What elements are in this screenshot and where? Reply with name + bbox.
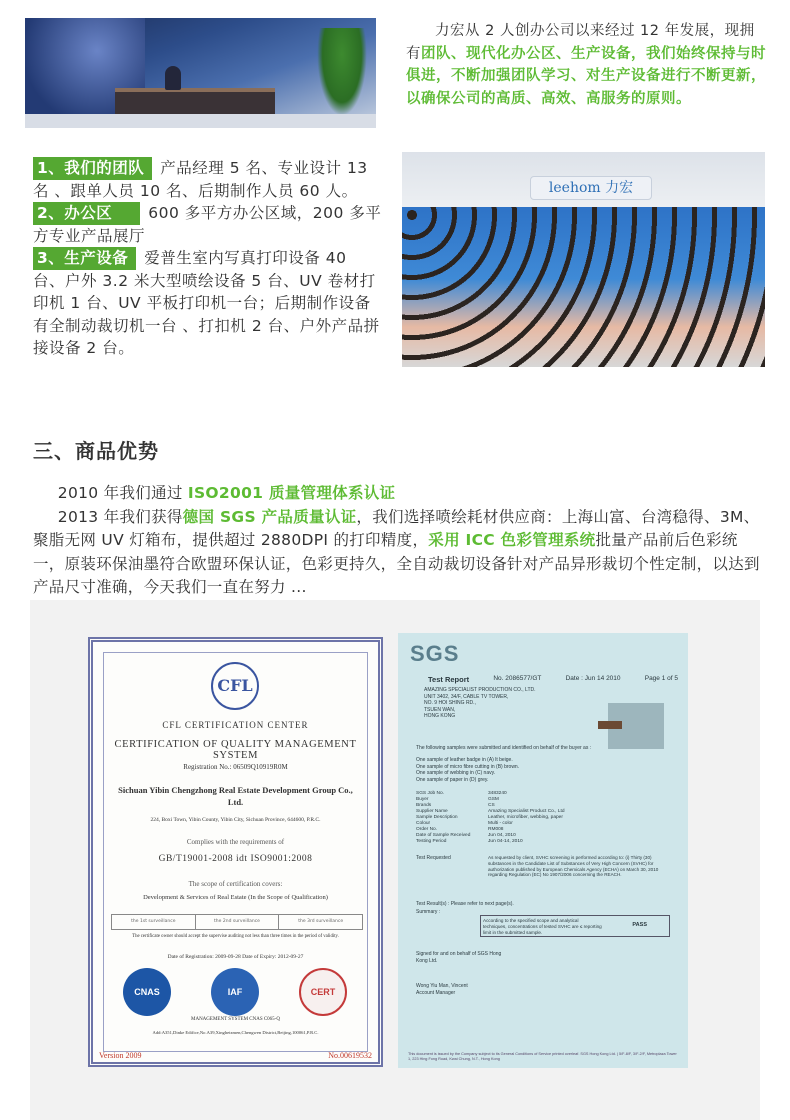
team-info	[33, 157, 383, 360]
report-no: No. 2086577/GT	[493, 675, 542, 682]
cert-address: 224, Boxi Town, Yibin County, Yibin City, Sichuan Province, 644600, P.R.C.	[150, 817, 321, 823]
cert-complies: Complies with the requirements of	[186, 838, 285, 846]
cert-serial: No.00619532	[328, 1051, 372, 1060]
report-header	[428, 675, 678, 684]
company-wall-logo: leehom 力宏	[530, 176, 652, 200]
equipment-tag: 3、生产设备	[33, 247, 136, 270]
office-floor	[25, 114, 376, 128]
advantages-text	[33, 482, 768, 600]
test-requested: As requested by client, SVHC screening is performed according to: (i) Thirty (30) substances in the Candidate List of Substances of Very High Concern (SVHC) for authorization published by European Chemicals Agency (ECHA) on March 30, 2010 regarding Regulation (EC) No 1907/2006 concerning the REACH.	[488, 855, 659, 878]
cert-accred-address: Add:A351,Dinke Edifice,No.A39,Xinghetzmen,Chengwen District,Beijing,100061,P.R.C.	[152, 1030, 319, 1035]
cert-version: Version 2009	[99, 1051, 142, 1060]
iso-highlight: ISO2001 质量管理体系认证	[187, 484, 396, 502]
surveillance-table	[111, 914, 363, 930]
team-tag: 1、我们的团队	[33, 157, 152, 180]
surveillance-1: the 1st surveillance	[112, 915, 196, 929]
signer-title: Account Manager	[416, 989, 456, 996]
intro-highlight: 团队、现代化办公区、生产设备，我们始终保持与时俱进，不断加强团队学习、对生产设备进行不断更新，以确保公司的高质、高效、高服务的原则。	[406, 45, 766, 107]
cert-standard: GB/T19001-2008 idt ISO9001:2008	[158, 854, 313, 864]
report-title: Test Report	[428, 675, 470, 684]
office-text: 600 多平方办公区域，200 多平方专业产品展厅	[33, 204, 382, 245]
sample-4: One sample of paper in (D) grey.	[416, 776, 489, 783]
sgs-highlight: 德国 SGS 产品质量认证	[182, 507, 357, 526]
field-label: Sample Description	[416, 815, 458, 820]
test-result-heading: Test Result(s) : Please refer to next page(s).	[416, 901, 514, 907]
field-value: Jun 04, 2010	[488, 833, 516, 838]
field-value: Leather, microfiber, webbing, paper	[488, 815, 563, 820]
sgs-logo: SGS	[410, 641, 460, 666]
adv-text: ，我们选择喷绘耗材供应商：上海山富、台湾稳得、3M、聚脂无网 UV 灯箱布，提供超过 2880DPI 的打印精度，	[33, 507, 760, 549]
team-group	[402, 207, 765, 367]
cert-owner-note: The certificate owner should accept the supervise auditing not less than three times in the period of validity.	[132, 934, 339, 939]
adv-text: 批量产品前后色彩统一，原装环保油墨符合欧盟环保认证，色彩更持久，全自动裁切设备针对产品异形裁切个性定制，以达到产品尺寸准确，今天我们一直在努力 ...	[33, 531, 760, 596]
cfl-certificate	[88, 637, 383, 1067]
report-fields	[416, 791, 656, 845]
iaf-badge: IAF	[211, 968, 259, 1016]
team-photo	[402, 152, 765, 367]
advantage-line-1	[33, 482, 768, 506]
cert-mgmt: MANAGEMENT SYSTEM CNAS C065-Q	[191, 1017, 280, 1022]
sample-2: One sample of micro fibre cutting in (B) brown.	[416, 763, 520, 770]
field-value: Jun 04-14, 2010	[488, 839, 523, 844]
sample-3: One sample of webbing in (C) navy.	[416, 770, 496, 776]
report-address: AMAZING SPECIALIST PRODUCTION CO., LTD. UNIT 3402, 34/F, CABLE TV TOWER, NO. 9 HOI SHING RD., TSUEN WAN, HONG KONG	[424, 687, 536, 719]
adv-text: 2010 年我们通过	[57, 484, 188, 502]
section-title: 三、商品优势	[33, 439, 159, 463]
adv-text: 2013 年我们获得	[57, 507, 183, 526]
receptionist	[165, 66, 181, 90]
cert-title: CERTIFICATION OF QUALITY MANAGEMENT SYSTEM	[114, 739, 357, 761]
signed-behalf: Signed for and on behalf of SGS Hong Kong Ltd.	[416, 951, 502, 964]
office-photo	[25, 18, 376, 128]
cert-dates: Date of Registration: 2009-09-28 Date of Expiry: 2012-09-27	[167, 954, 304, 960]
report-footer: This document is issued by the Company subject to its General Conditions of Service printed overleaf. SGS Hong Kong Ltd. | 5/F-8/F, 3/F-2/F, Metroplaza Tower 1, 223 Hing Fong Road, Kwai Chung, N.T., Hong Kong	[408, 1052, 677, 1061]
cert-badges	[123, 968, 353, 1018]
field-value: Multi - color	[488, 821, 513, 826]
surveillance-3: the 3rd surveillance	[298, 919, 344, 924]
sample-swatch	[608, 703, 664, 749]
field-label: Colour	[416, 821, 431, 826]
equipment-text: 爱普生室内写真打印设备 40 台、户外 3.2 米大型喷绘设备 5 台、UV 卷材打印机 1 台、UV 平板打印机一台；后期制作设备有全制动裁切机一台 、打扣机 2 台、户外产品拼接设备 2 台。	[33, 249, 380, 357]
cert-scope-heading: The scope of certification covers:	[188, 880, 283, 888]
sample-1: One sample of leather badge in (A) lt beige.	[416, 757, 513, 763]
report-page: Page 1 of 5	[644, 675, 678, 682]
summary-text: According to the specified scope and analytical techniques, concentrations of tested SVHC are ≤ reporting limit in the submitted sample.	[483, 918, 602, 935]
surveillance-2: the 2nd surveillance	[196, 915, 280, 929]
cfl-logo: CFL	[211, 662, 259, 710]
cert-registration: Registration No.: 06509Q10919R0M	[183, 763, 288, 771]
field-label: Buyer	[416, 797, 429, 802]
field-label: Order No.	[416, 827, 438, 832]
field-value: RM008	[488, 827, 504, 832]
field-label: Brands	[416, 803, 432, 808]
field-value: Amazing Specialist Product Co., Ltd	[488, 809, 565, 814]
office-tag: 2、办公区	[33, 202, 140, 225]
field-value: 3483240	[488, 791, 507, 796]
team-text: 产品经理 5 名、专业设计 13 名 、跟单人员 10 名、后期制作人员 60 人。	[33, 159, 368, 200]
sample-badge	[598, 721, 622, 729]
field-value: CS	[488, 803, 495, 808]
intro-text: 力宏从 2 人创办公司以来经过 12 年发展，现拥有	[406, 23, 755, 62]
test-requested-heading: Test Requested	[416, 855, 451, 861]
office-plant	[317, 28, 367, 116]
cert-center: CFL CERTIFICATION CENTER	[162, 720, 309, 730]
summary-box	[480, 915, 670, 937]
advantage-line-2	[33, 506, 768, 600]
summary-heading: Summary :	[416, 909, 441, 915]
sgs-report	[398, 633, 688, 1068]
icc-highlight: 采用 ICC 色彩管理系统	[428, 531, 596, 549]
company-intro	[406, 20, 766, 110]
report-submitted: The following samples were submitted and identified on behalf of the buyer as :	[416, 745, 592, 751]
field-label: Testing Period	[416, 839, 447, 844]
cert-company: Sichuan Yibin Chengzhong Real Estate Development Group Co., Ltd.	[118, 785, 353, 807]
signer-name: Wong Yiu Man, Vincent	[416, 983, 468, 989]
cert-scope: Development & Services of Real Estate (In the Scope of Qualification)	[143, 894, 328, 901]
cert-seal: CERT	[299, 968, 347, 1016]
pass-result: PASS	[632, 922, 647, 928]
cnas-badge: CNAS	[123, 968, 171, 1016]
report-date: Date : Jun 14 2010	[565, 675, 621, 682]
field-label: Date of Sample Received	[416, 833, 471, 838]
field-label: SGS Job No.	[416, 791, 444, 796]
field-value: GSM	[488, 797, 499, 802]
field-label: Supplier Name	[416, 809, 448, 814]
